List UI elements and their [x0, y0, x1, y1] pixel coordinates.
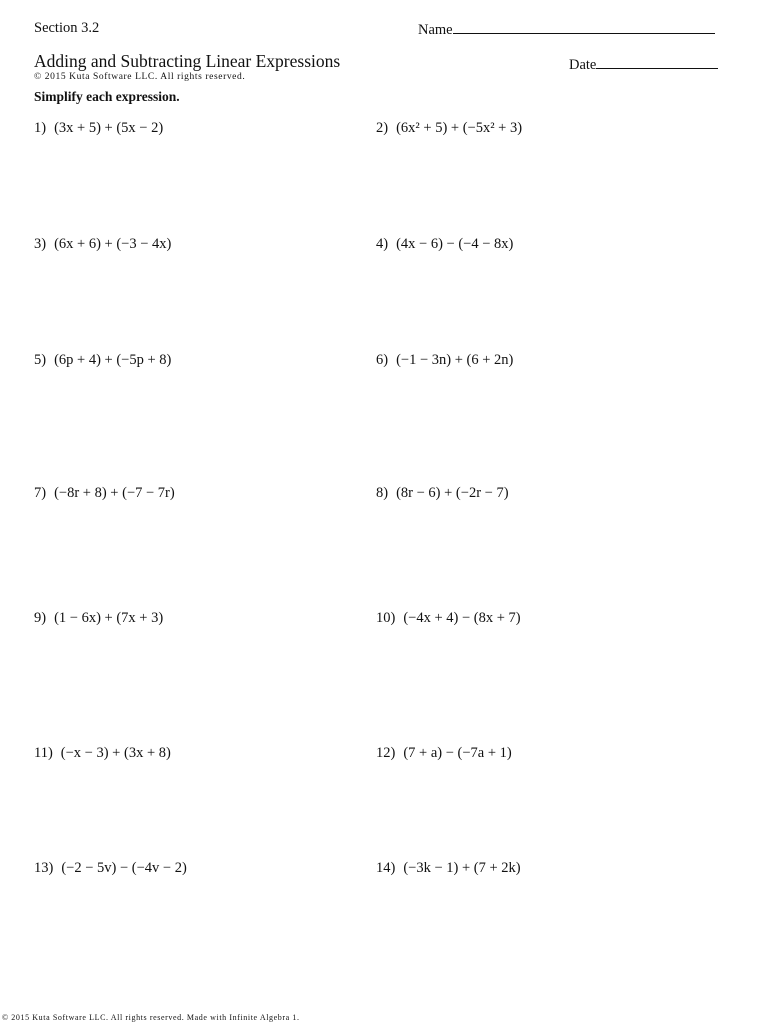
problem-6 — [376, 352, 513, 369]
problem-number: 2) — [376, 120, 389, 136]
problem-expression: (6x + 6) + (−3 − 4x) — [54, 236, 172, 252]
problem-13 — [34, 860, 187, 877]
problem-expression: (3x + 5) + (5x − 2) — [54, 120, 164, 136]
problem-number: 10) — [376, 610, 396, 626]
problem-number: 1) — [34, 120, 47, 136]
problem-number: 8) — [376, 485, 389, 501]
problem-number: 11) — [34, 745, 53, 761]
problem-8 — [376, 485, 509, 502]
problem-expression: (−1 − 3n) + (6 + 2n) — [396, 352, 514, 368]
problem-number: 7) — [34, 485, 47, 501]
problem-number: 6) — [376, 352, 389, 368]
problem-expression: (7 + a) − (−7a + 1) — [403, 745, 512, 761]
worksheet-title: Adding and Subtracting Linear Expressions — [34, 51, 341, 71]
problem-2 — [376, 120, 522, 137]
name-blank[interactable] — [453, 20, 715, 34]
problem-4 — [376, 236, 513, 253]
problem-expression: (−4x + 4) − (8x + 7) — [403, 610, 521, 626]
problem-expression: (6x² + 5) + (−5x² + 3) — [396, 120, 523, 136]
problem-number: 13) — [34, 860, 54, 876]
problem-expression: (−8r + 8) + (−7 − 7r) — [54, 485, 175, 501]
section-label: Section 3.2 — [34, 20, 100, 36]
problem-expression: (4x − 6) − (−4 − 8x) — [396, 236, 514, 252]
problem-expression: (−2 − 5v) − (−4v − 2) — [61, 860, 187, 876]
copyright-line: © 2015 Kuta Software LLC. All rights reserved. — [34, 72, 246, 82]
problem-expression: (6p + 4) + (−5p + 8) — [54, 352, 172, 368]
problem-expression: (8r − 6) + (−2r − 7) — [396, 485, 509, 501]
instructions: Simplify each expression. — [34, 89, 180, 104]
name-label: Name — [418, 22, 453, 38]
problem-14 — [376, 860, 521, 877]
problem-expression: (−3k − 1) + (7 + 2k) — [403, 860, 521, 876]
problem-number: 12) — [376, 745, 396, 761]
problem-5 — [34, 352, 171, 369]
problem-number: 5) — [34, 352, 47, 368]
problem-7 — [34, 485, 175, 502]
problem-expression: (1 − 6x) + (7x + 3) — [54, 610, 164, 626]
problem-10 — [376, 610, 521, 627]
problem-9 — [34, 610, 163, 627]
problem-number: 4) — [376, 236, 389, 252]
problem-expression: (−x − 3) + (3x + 8) — [60, 745, 171, 761]
problem-11 — [34, 745, 171, 762]
problem-1 — [34, 120, 163, 137]
name-field[interactable] — [418, 20, 715, 39]
problem-3 — [34, 236, 171, 253]
problem-number: 14) — [376, 860, 396, 876]
problem-12 — [376, 745, 512, 762]
date-blank[interactable] — [596, 55, 718, 69]
problem-number: 9) — [34, 610, 47, 626]
problem-number: 3) — [34, 236, 47, 252]
date-field[interactable] — [569, 55, 718, 74]
date-label: Date — [569, 57, 597, 73]
page-footer: © 2015 Kuta Software LLC. All rights reserved. Made with Infinite Algebra 1. — [2, 1013, 300, 1022]
